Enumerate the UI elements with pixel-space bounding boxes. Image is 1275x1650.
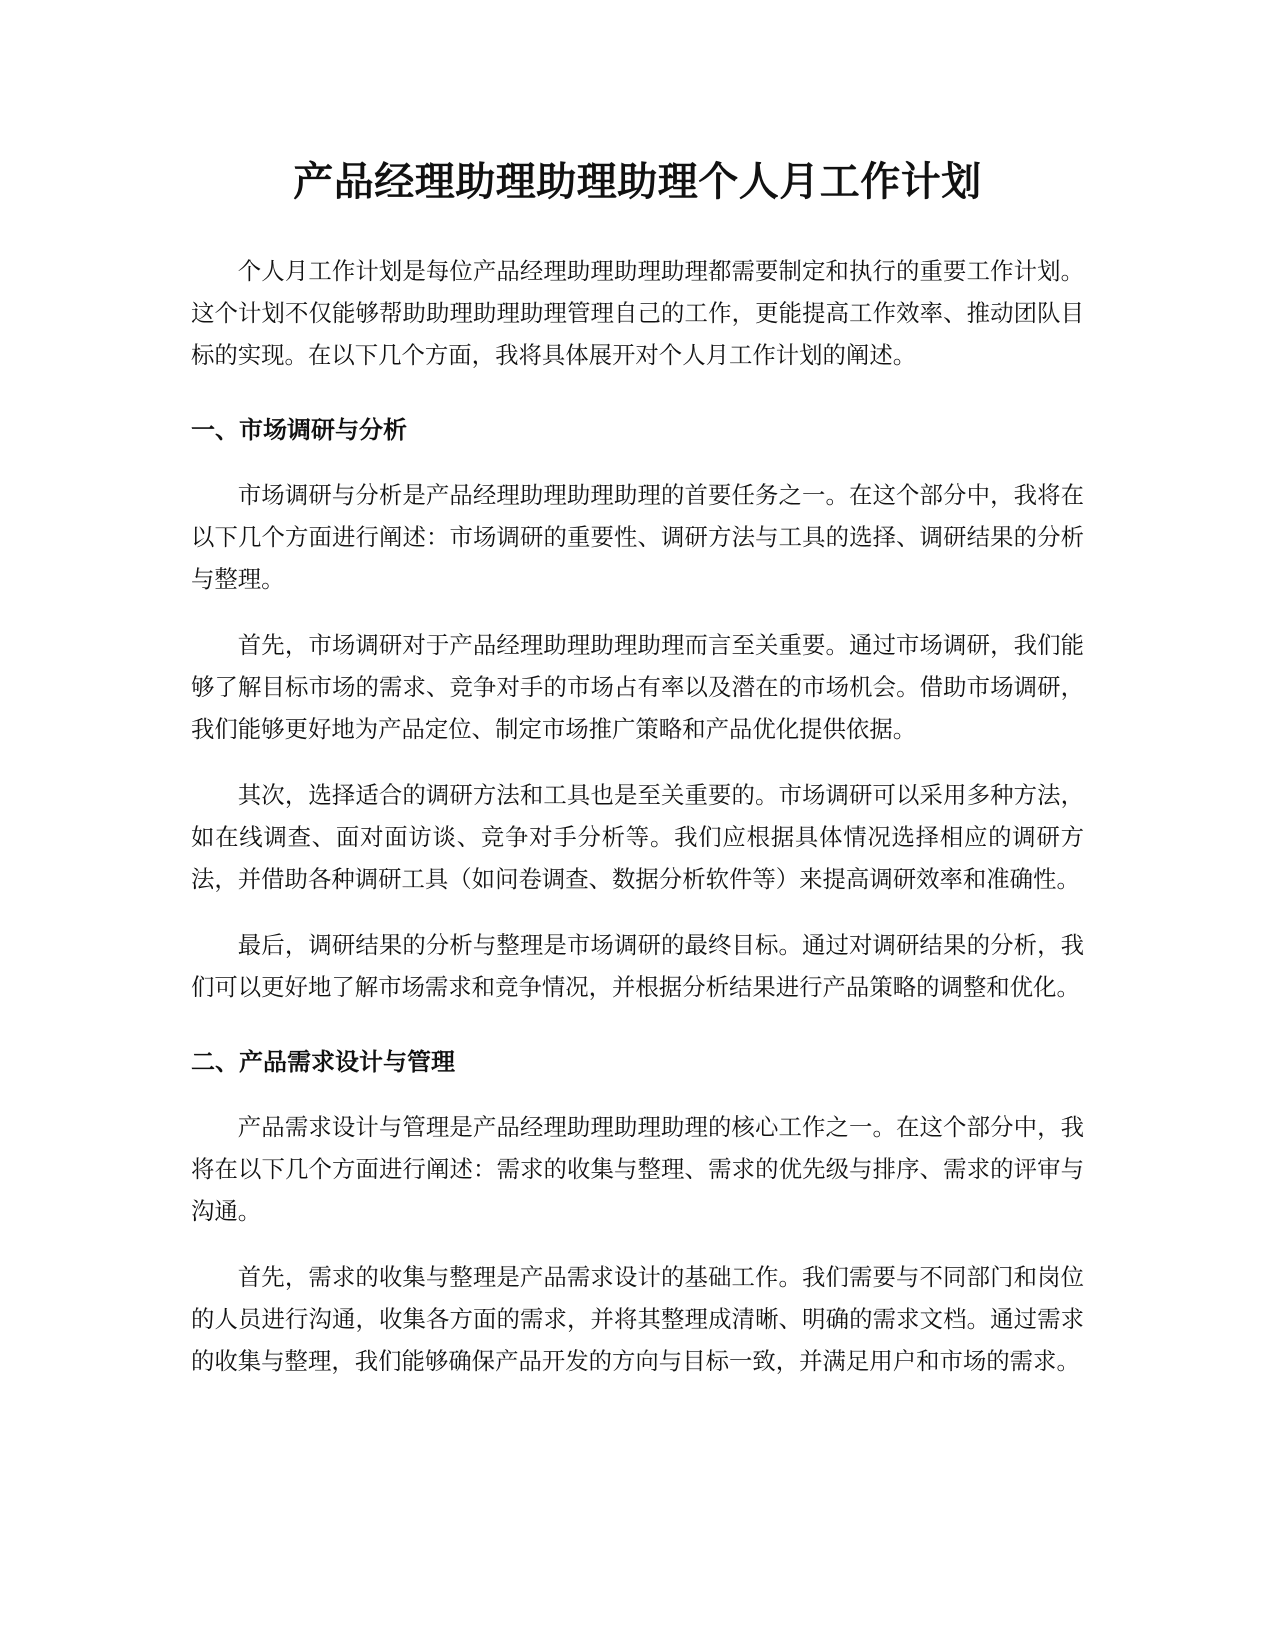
body-paragraph: 首先，需求的收集与整理是产品需求设计的基础工作。我们需要与不同部门和岗位的人员进行沟通，收集各方面的需求，并将其整理成清晰、明确的需求文档。通过需求的收集与整理，我们能够确保产品开发的方向与目标一致，并满足用户和市场的需求。 [191,1263,1084,1375]
body-paragraph: 市场调研与分析是产品经理助理助理助理的首要任务之一。在这个部分中，我将在以下几个方面进行阐述：市场调研的重要性、调研方法与工具的选择、调研结果的分析与整理。 [191,481,1084,593]
body-paragraph: 产品需求设计与管理是产品经理助理助理助理的核心工作之一。在这个部分中，我将在以下几个方面进行阐述：需求的收集与整理、需求的优先级与排序、需求的评审与沟通。 [191,1113,1084,1225]
document-title: 产品经理助理助理助理个人月工作计划 [293,159,982,205]
body-paragraph: 其次，选择适合的调研方法和工具也是至关重要的。市场调研可以采用多种方法，如在线调查、面对面访谈、竞争对手分析等。我们应根据具体情况选择相应的调研方法，并借助各种调研工具（如问卷调查、数据分析软件等）来提高调研效率和准确性。 [191,781,1084,893]
body-paragraph: 最后，调研结果的分析与整理是市场调研的最终目标。通过对调研结果的分析，我们可以更好地了解市场需求和竞争情况，并根据分析结果进行产品策略的调整和优化。 [191,931,1084,1001]
section-market-research [191,410,1084,1008]
body-paragraph: 首先，市场调研对于产品经理助理助理助理而言至关重要。通过市场调研，我们能够了解目标市场的需求、竞争对手的市场占有率以及潜在的市场机会。借助市场调研，我们能够更好地为产品定位、制定市场推广策略和产品优化提供依据。 [191,631,1084,743]
section-product-requirements [191,1042,1084,1382]
intro-paragraph: 个人月工作计划是每位产品经理助理助理助理都需要制定和执行的重要工作计划。这个计划不仅能够帮助助理助理助理管理自己的工作，更能提高工作效率、推动团队目标的实现。在以下几个方面，我将具体展开对个人月工作计划的阐述。 [191,257,1084,369]
section-heading: 二、产品需求设计与管理 [191,1048,455,1076]
section-heading: 一、市场调研与分析 [191,416,407,444]
